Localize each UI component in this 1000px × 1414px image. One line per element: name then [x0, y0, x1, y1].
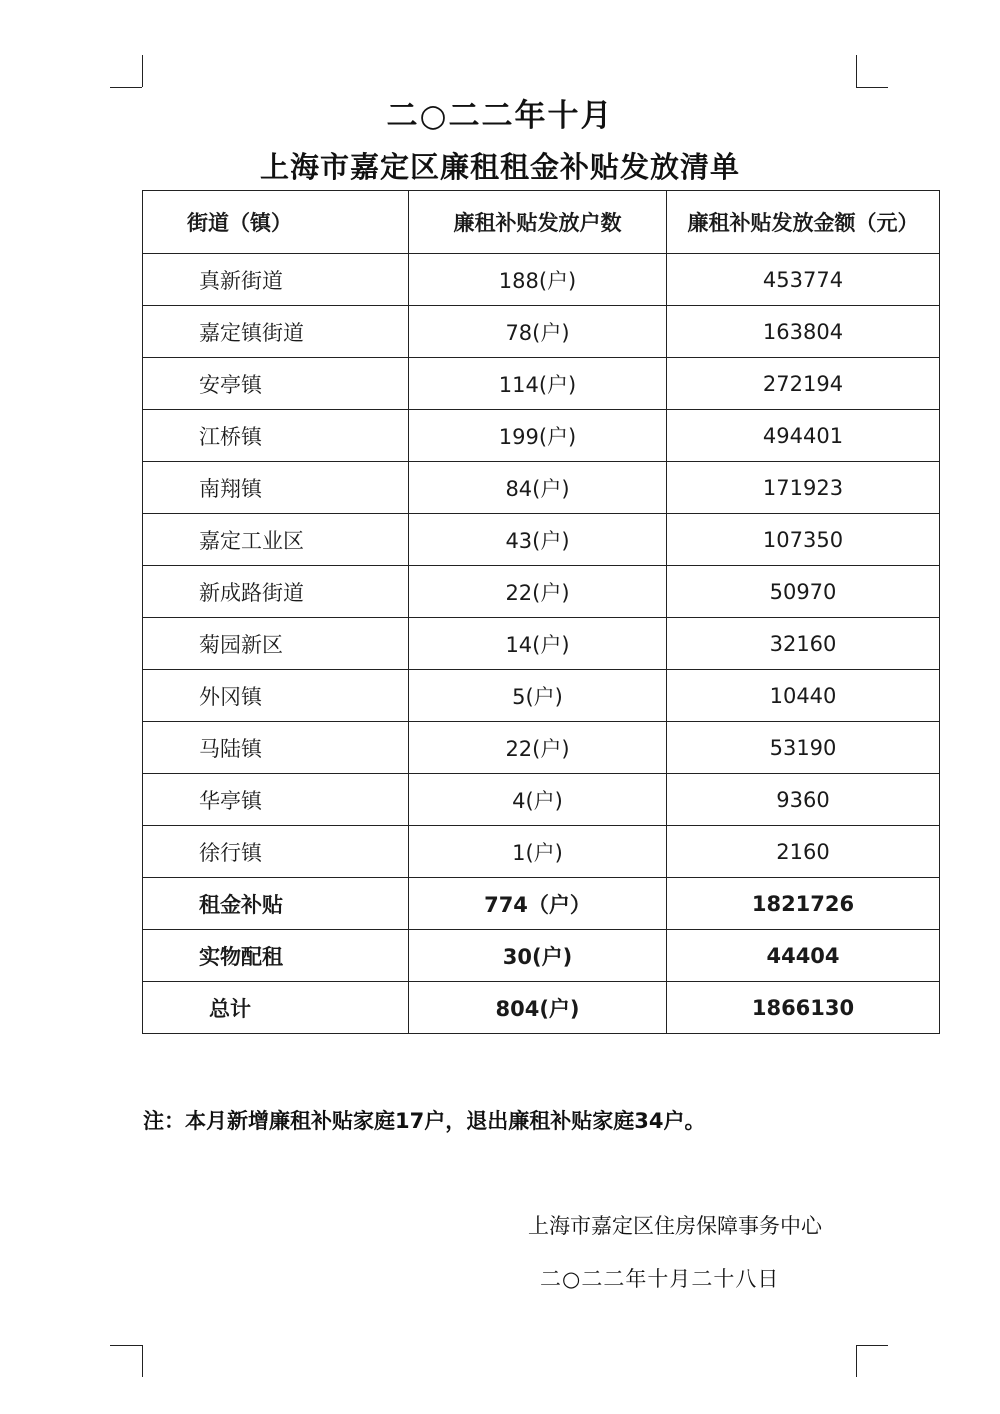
- cell-amount: 171923: [667, 462, 940, 514]
- cell-households: 1(户): [409, 826, 667, 878]
- cell-summary-amount: 44404: [667, 930, 940, 982]
- cell-households: 188(户): [409, 254, 667, 306]
- table-row: [143, 618, 940, 670]
- cell-amount: 32160: [667, 618, 940, 670]
- cell-street: 华亭镇: [143, 774, 409, 826]
- summary-row-physical-allocation: [143, 930, 940, 982]
- header-households: 廉租补贴发放户数: [409, 191, 667, 254]
- cell-amount: 163804: [667, 306, 940, 358]
- cell-households: 78(户): [409, 306, 667, 358]
- cell-households: 199(户): [409, 410, 667, 462]
- cell-street: 南翔镇: [143, 462, 409, 514]
- cell-street: 马陆镇: [143, 722, 409, 774]
- issuing-organization: 上海市嘉定区住房保障事务中心: [528, 1214, 822, 1238]
- summary-row-total: [143, 982, 940, 1034]
- cell-summary-households: 804(户): [409, 982, 667, 1034]
- cell-amount: 50970: [667, 566, 940, 618]
- table-row: [143, 306, 940, 358]
- table-row: [143, 722, 940, 774]
- cell-amount: 494401: [667, 410, 940, 462]
- cell-households: 114(户): [409, 358, 667, 410]
- cell-street: 嘉定镇街道: [143, 306, 409, 358]
- table-row: [143, 358, 940, 410]
- table-row: [143, 514, 940, 566]
- document-title: 上海市嘉定区廉租租金补贴发放清单: [259, 150, 740, 184]
- cell-households: 14(户): [409, 618, 667, 670]
- table-row: [143, 410, 940, 462]
- cell-summary-label: 租金补贴: [143, 878, 409, 930]
- cell-households: 22(户): [409, 566, 667, 618]
- crop-mark-top-left: [110, 55, 144, 89]
- subsidy-table: [142, 190, 940, 1034]
- header-street: 街道（镇）: [143, 191, 409, 254]
- summary-row-rent-subsidy: [143, 878, 940, 930]
- table-row: [143, 462, 940, 514]
- cell-households: 43(户): [409, 514, 667, 566]
- table-row: [143, 566, 940, 618]
- cell-street: 安亭镇: [143, 358, 409, 410]
- cell-street: 真新街道: [143, 254, 409, 306]
- crop-mark-bottom-right: [856, 1345, 890, 1379]
- cell-households: 22(户): [409, 722, 667, 774]
- cell-amount: 2160: [667, 826, 940, 878]
- table-row: [143, 774, 940, 826]
- cell-households: 84(户): [409, 462, 667, 514]
- footnote: 注：本月新增廉租补贴家庭17户，退出廉租补贴家庭34户。: [143, 1109, 706, 1133]
- header-amount: 廉租补贴发放金额（元）: [667, 191, 940, 254]
- cell-street: 新成路街道: [143, 566, 409, 618]
- cell-street: 外冈镇: [143, 670, 409, 722]
- issue-date: 二○二二年十月二十八日: [540, 1267, 780, 1291]
- cell-amount: 9360: [667, 774, 940, 826]
- table-row: [143, 254, 940, 306]
- crop-mark-bottom-left: [110, 1345, 144, 1379]
- cell-street: 江桥镇: [143, 410, 409, 462]
- cell-amount: 272194: [667, 358, 940, 410]
- cell-amount: 453774: [667, 254, 940, 306]
- document-date-title: 二○二二年十月: [386, 98, 614, 134]
- cell-summary-households: 30(户): [409, 930, 667, 982]
- table-header-row: [143, 191, 940, 254]
- cell-street: 菊园新区: [143, 618, 409, 670]
- cell-summary-amount: 1866130: [667, 982, 940, 1034]
- cell-amount: 107350: [667, 514, 940, 566]
- cell-summary-label: 实物配租: [143, 930, 409, 982]
- cell-summary-households: 774（户）: [409, 878, 667, 930]
- cell-households: 4(户): [409, 774, 667, 826]
- cell-amount: 53190: [667, 722, 940, 774]
- cell-households: 5(户): [409, 670, 667, 722]
- cell-street: 徐行镇: [143, 826, 409, 878]
- table-row: [143, 670, 940, 722]
- table-row: [143, 826, 940, 878]
- crop-mark-top-right: [856, 55, 890, 89]
- cell-street: 嘉定工业区: [143, 514, 409, 566]
- cell-amount: 10440: [667, 670, 940, 722]
- cell-summary-label: 总计: [143, 982, 409, 1034]
- cell-summary-amount: 1821726: [667, 878, 940, 930]
